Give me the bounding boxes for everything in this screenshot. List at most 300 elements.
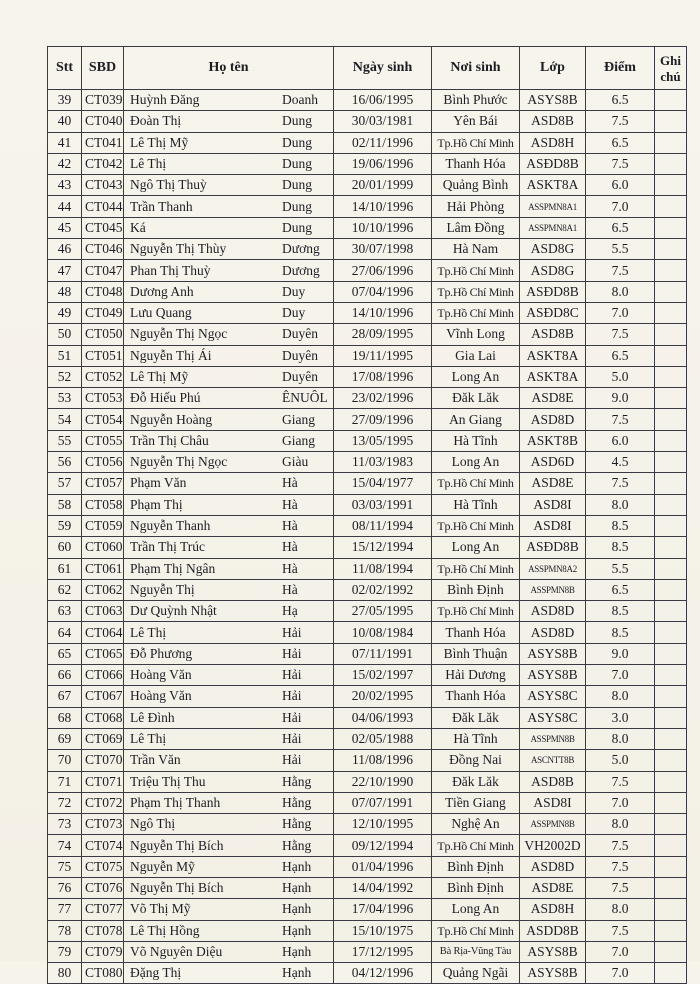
cell-ho-ten (124, 579, 334, 600)
cell-ho: Lê Thị Hồng (130, 922, 200, 938)
cell-diem: 4.5 (586, 452, 655, 473)
cell-ho: Đỗ Phương (130, 645, 193, 661)
cell-ho: Trần Thị Trúc (130, 539, 206, 555)
cell-sbd: CT071 (82, 771, 124, 792)
cell-ghi-chu (655, 132, 687, 153)
cell-sbd: CT059 (82, 515, 124, 536)
cell-noi-sinh: Vĩnh Long (432, 324, 520, 345)
cell-lop: ASSPMN8A1 (520, 217, 586, 238)
cell-ngay-sinh: 15/10/1975 (334, 920, 432, 941)
cell-stt: 78 (48, 920, 82, 941)
cell-ghi-chu (655, 239, 687, 260)
cell-lop: ASYS8C (520, 707, 586, 728)
cell-ngay-sinh: 19/11/1995 (334, 345, 432, 366)
cell-stt: 46 (48, 239, 82, 260)
cell-ngay-sinh: 15/04/1977 (334, 473, 432, 494)
cell-diem: 7.5 (586, 771, 655, 792)
cell-ghi-chu (655, 515, 687, 536)
cell-ghi-chu (655, 90, 687, 111)
table-row (48, 175, 687, 196)
cell-ngay-sinh: 17/08/1996 (334, 366, 432, 387)
cell-diem: 7.5 (586, 877, 655, 898)
cell-sbd: CT040 (82, 111, 124, 132)
table-row (48, 281, 687, 302)
cell-stt: 50 (48, 324, 82, 345)
cell-lop: ASD8B (520, 771, 586, 792)
cell-noi-sinh: Tp.Hồ Chí Minh (432, 260, 520, 281)
cell-ghi-chu (655, 452, 687, 473)
table-row (48, 771, 687, 792)
cell-lop: ASD8I (520, 515, 586, 536)
table-row (48, 622, 687, 643)
cell-lop: ASĐD8B (520, 153, 586, 174)
header-noi-sinh: Nơi sinh (432, 47, 520, 90)
cell-stt: 40 (48, 111, 82, 132)
cell-ghi-chu (655, 601, 687, 622)
cell-ghi-chu (655, 175, 687, 196)
cell-ngay-sinh: 28/09/1995 (334, 324, 432, 345)
cell-ngay-sinh: 04/06/1993 (334, 707, 432, 728)
cell-ghi-chu (655, 281, 687, 302)
cell-ngay-sinh: 30/07/1998 (334, 239, 432, 260)
table-row (48, 941, 687, 962)
cell-sbd: CT073 (82, 814, 124, 835)
cell-ho: Nguyễn Thị Ngọc (130, 454, 228, 470)
cell-ten: Hải (282, 731, 302, 747)
cell-ho: Hoàng Văn (130, 667, 192, 683)
cell-diem: 7.0 (586, 665, 655, 686)
cell-ngay-sinh: 30/03/1981 (334, 111, 432, 132)
cell-sbd: CT074 (82, 835, 124, 856)
cell-noi-sinh: Yên Bái (432, 111, 520, 132)
header-ho-ten: Họ tên (124, 47, 334, 90)
table-row (48, 452, 687, 473)
cell-lop: ASD8G (520, 239, 586, 260)
cell-ten: Hải (282, 688, 302, 704)
cell-ghi-chu (655, 196, 687, 217)
cell-sbd: CT080 (82, 963, 124, 984)
cell-diem: 7.0 (586, 196, 655, 217)
cell-ho-ten (124, 835, 334, 856)
cell-sbd: CT063 (82, 601, 124, 622)
table-row (48, 217, 687, 238)
cell-ghi-chu (655, 835, 687, 856)
table-row (48, 494, 687, 515)
cell-noi-sinh: Long An (432, 537, 520, 558)
cell-ngay-sinh: 14/10/1996 (334, 196, 432, 217)
cell-stt: 62 (48, 579, 82, 600)
cell-lop: ASD8B (520, 324, 586, 345)
cell-lop: ASKT8A (520, 345, 586, 366)
cell-stt: 76 (48, 877, 82, 898)
cell-noi-sinh: Tp.Hồ Chí Minh (432, 601, 520, 622)
cell-diem: 7.5 (586, 153, 655, 174)
cell-stt: 70 (48, 750, 82, 771)
cell-stt: 77 (48, 899, 82, 920)
cell-noi-sinh: Hà Nam (432, 239, 520, 260)
cell-ghi-chu (655, 430, 687, 451)
cell-ngay-sinh: 27/09/1996 (334, 409, 432, 430)
cell-diem: 8.0 (586, 494, 655, 515)
table-row (48, 302, 687, 323)
cell-ngay-sinh: 27/05/1995 (334, 601, 432, 622)
cell-lop: ASDD8B (520, 920, 586, 941)
cell-sbd: CT061 (82, 558, 124, 579)
table-row (48, 643, 687, 664)
cell-ho: Hoàng Văn (130, 688, 192, 704)
cell-stt: 48 (48, 281, 82, 302)
cell-ho: Lê Thị Mỹ (130, 134, 189, 150)
cell-ten: Doanh (282, 92, 318, 108)
cell-stt: 45 (48, 217, 82, 238)
cell-lop: ASSPMN8A1 (520, 196, 586, 217)
header-sbd: SBD (82, 47, 124, 90)
cell-diem: 7.5 (586, 324, 655, 345)
exam-results-table (47, 46, 687, 984)
cell-stt: 73 (48, 814, 82, 835)
cell-ho-ten (124, 175, 334, 196)
cell-noi-sinh: Bà Rịa-Vũng Tàu (432, 941, 520, 962)
cell-ngay-sinh: 15/02/1997 (334, 665, 432, 686)
cell-ho: Nguyễn Thị Thùy (130, 241, 227, 257)
cell-ten: ÊNUÔL (282, 390, 328, 406)
cell-ho: Đỗ Hiếu Phú (130, 390, 201, 406)
header-ghi-chu: Ghi chú (655, 47, 687, 90)
cell-ngay-sinh: 19/06/1996 (334, 153, 432, 174)
cell-diem: 7.0 (586, 941, 655, 962)
cell-sbd: CT057 (82, 473, 124, 494)
table-row (48, 686, 687, 707)
table-row (48, 728, 687, 749)
cell-lop: ASĐD8B (520, 281, 586, 302)
cell-noi-sinh: Bình Định (432, 877, 520, 898)
cell-noi-sinh: Bình Phước (432, 90, 520, 111)
table-row (48, 515, 687, 536)
cell-sbd: CT055 (82, 430, 124, 451)
cell-ho-ten (124, 856, 334, 877)
cell-noi-sinh: Long An (432, 366, 520, 387)
cell-ho: Nguyễn Thị Bích (130, 837, 224, 853)
cell-ngay-sinh: 14/10/1996 (334, 302, 432, 323)
cell-diem: 6.0 (586, 430, 655, 451)
cell-ho: Đặng Thị (130, 965, 182, 981)
cell-sbd: CT078 (82, 920, 124, 941)
cell-sbd: CT044 (82, 196, 124, 217)
cell-sbd: CT070 (82, 750, 124, 771)
cell-ten: Dung (282, 198, 312, 214)
cell-ten: Hải (282, 667, 302, 683)
cell-sbd: CT076 (82, 877, 124, 898)
cell-ho: Lê Thị (130, 156, 167, 172)
header-lop: Lớp (520, 47, 586, 90)
table-row (48, 473, 687, 494)
cell-stt: 61 (48, 558, 82, 579)
cell-noi-sinh: Hà Tĩnh (432, 430, 520, 451)
cell-ho-ten (124, 345, 334, 366)
cell-ho: Nguyễn Thị Bích (130, 880, 224, 896)
cell-ghi-chu (655, 537, 687, 558)
cell-stt: 39 (48, 90, 82, 111)
cell-ho-ten (124, 686, 334, 707)
cell-ho-ten (124, 728, 334, 749)
cell-lop: ASD8I (520, 494, 586, 515)
cell-stt: 43 (48, 175, 82, 196)
cell-diem: 5.0 (586, 366, 655, 387)
cell-ten: Hà (282, 475, 298, 491)
cell-ghi-chu (655, 302, 687, 323)
cell-stt: 52 (48, 366, 82, 387)
cell-ten: Hạnh (282, 965, 312, 981)
cell-ho: Lê Thị (130, 731, 167, 747)
cell-ho-ten (124, 324, 334, 345)
cell-ho: Phạm Thị Ngân (130, 560, 216, 576)
cell-stt: 68 (48, 707, 82, 728)
cell-ho: Trần Văn (130, 752, 181, 768)
cell-sbd: CT079 (82, 941, 124, 962)
cell-ho: Nguyễn Thị (130, 581, 195, 597)
cell-ho: Đoàn Thị (130, 113, 182, 129)
cell-diem: 6.5 (586, 132, 655, 153)
cell-diem: 6.5 (586, 217, 655, 238)
cell-ngay-sinh: 17/04/1996 (334, 899, 432, 920)
cell-lop: ASĐD8C (520, 302, 586, 323)
cell-ngay-sinh: 09/12/1994 (334, 835, 432, 856)
cell-ghi-chu (655, 963, 687, 984)
cell-sbd: CT048 (82, 281, 124, 302)
cell-ngay-sinh: 12/10/1995 (334, 814, 432, 835)
cell-ho-ten (124, 473, 334, 494)
cell-ten: Dung (282, 177, 312, 193)
table-row (48, 196, 687, 217)
cell-ghi-chu (655, 409, 687, 430)
cell-stt: 67 (48, 686, 82, 707)
cell-sbd: CT062 (82, 579, 124, 600)
cell-ghi-chu (655, 217, 687, 238)
cell-ghi-chu (655, 473, 687, 494)
cell-ho: Ngô Thị (130, 816, 176, 832)
cell-ho: Dư Quỳnh Nhật (130, 603, 217, 619)
cell-ten: Duyên (282, 347, 318, 363)
cell-noi-sinh: Bình Định (432, 579, 520, 600)
cell-lop: ASKT8A (520, 175, 586, 196)
cell-ho: Huỳnh Đăng (130, 92, 200, 108)
cell-ho: Phan Thị Thuỳ (130, 262, 211, 278)
cell-stt: 47 (48, 260, 82, 281)
cell-ngay-sinh: 02/11/1996 (334, 132, 432, 153)
cell-noi-sinh: Lâm Đồng (432, 217, 520, 238)
table-row (48, 856, 687, 877)
cell-ngay-sinh: 14/04/1992 (334, 877, 432, 898)
cell-noi-sinh: Hà Tĩnh (432, 728, 520, 749)
cell-ngay-sinh: 03/03/1991 (334, 494, 432, 515)
cell-ngay-sinh: 20/02/1995 (334, 686, 432, 707)
cell-ho: Trần Thanh (130, 198, 193, 214)
cell-lop: ASYS8C (520, 686, 586, 707)
cell-ngay-sinh: 11/08/1994 (334, 558, 432, 579)
cell-ten: Hằng (282, 837, 312, 853)
cell-ten: Duy (282, 283, 306, 299)
cell-ghi-chu (655, 260, 687, 281)
cell-ghi-chu (655, 579, 687, 600)
header-ngay-sinh: Ngày sinh (334, 47, 432, 90)
cell-lop: ASSPMN8B (520, 814, 586, 835)
cell-diem: 8.5 (586, 601, 655, 622)
table-row (48, 430, 687, 451)
cell-ghi-chu (655, 324, 687, 345)
cell-noi-sinh: Bình Thuận (432, 643, 520, 664)
cell-sbd: CT052 (82, 366, 124, 387)
cell-sbd: CT058 (82, 494, 124, 515)
cell-ten: Hạnh (282, 944, 312, 960)
cell-diem: 8.0 (586, 686, 655, 707)
cell-stt: 63 (48, 601, 82, 622)
cell-ten: Dương (282, 262, 320, 278)
cell-sbd: CT077 (82, 899, 124, 920)
cell-diem: 7.5 (586, 111, 655, 132)
cell-noi-sinh: Tiền Giang (432, 792, 520, 813)
cell-ho-ten (124, 132, 334, 153)
cell-noi-sinh: Thanh Hóa (432, 686, 520, 707)
cell-diem: 8.0 (586, 728, 655, 749)
cell-ho-ten (124, 281, 334, 302)
table-row (48, 324, 687, 345)
cell-ho: Nguyễn Thanh (130, 518, 211, 534)
cell-lop: ASD6D (520, 452, 586, 473)
cell-noi-sinh: Gia Lai (432, 345, 520, 366)
cell-ho: Lưu Quang (130, 305, 192, 321)
cell-diem: 9.0 (586, 388, 655, 409)
cell-ho-ten (124, 792, 334, 813)
table-row (48, 814, 687, 835)
cell-lop: VH2002D (520, 835, 586, 856)
cell-stt: 69 (48, 728, 82, 749)
cell-ten: Hà (282, 496, 298, 512)
cell-ngay-sinh: 07/07/1991 (334, 792, 432, 813)
cell-diem: 5.0 (586, 750, 655, 771)
cell-ghi-chu (655, 771, 687, 792)
cell-ho: Lê Đình (130, 709, 175, 725)
cell-sbd: CT064 (82, 622, 124, 643)
cell-ho-ten (124, 601, 334, 622)
cell-lop: ASD8H (520, 899, 586, 920)
cell-lop: ASCNTT8B (520, 750, 586, 771)
cell-ho-ten (124, 111, 334, 132)
cell-stt: 44 (48, 196, 82, 217)
cell-sbd: CT041 (82, 132, 124, 153)
cell-diem: 9.0 (586, 643, 655, 664)
table-row (48, 792, 687, 813)
cell-ten: Hạnh (282, 922, 312, 938)
cell-diem: 8.0 (586, 814, 655, 835)
cell-ngay-sinh: 01/04/1996 (334, 856, 432, 877)
cell-diem: 7.5 (586, 473, 655, 494)
cell-noi-sinh: Tp.Hồ Chí Minh (432, 835, 520, 856)
cell-lop: ASYS8B (520, 941, 586, 962)
cell-ho: Võ Thị Mỹ (130, 901, 191, 917)
cell-ho-ten (124, 494, 334, 515)
cell-stt: 74 (48, 835, 82, 856)
cell-sbd: CT051 (82, 345, 124, 366)
cell-ten: Duy (282, 305, 306, 321)
cell-diem: 6.5 (586, 579, 655, 600)
cell-ghi-chu (655, 665, 687, 686)
table-row (48, 920, 687, 941)
cell-ngay-sinh: 20/01/1999 (334, 175, 432, 196)
cell-ho: Lê Thị Mỹ (130, 369, 189, 384)
cell-ho-ten (124, 622, 334, 643)
cell-lop: ASSPMN8B (520, 579, 586, 600)
cell-sbd: CT072 (82, 792, 124, 813)
table-row (48, 260, 687, 281)
cell-noi-sinh: Tp.Hồ Chí Minh (432, 132, 520, 153)
cell-diem: 7.5 (586, 835, 655, 856)
cell-lop: ASYS8B (520, 643, 586, 664)
cell-diem: 3.0 (586, 707, 655, 728)
cell-lop: ASD8H (520, 132, 586, 153)
cell-ngay-sinh: 13/05/1995 (334, 430, 432, 451)
table-row (48, 153, 687, 174)
cell-noi-sinh: Thanh Hóa (432, 622, 520, 643)
cell-sbd: CT069 (82, 728, 124, 749)
cell-ho: Nguyễn Mỹ (130, 858, 195, 874)
cell-noi-sinh: Hà Tĩnh (432, 494, 520, 515)
cell-ten: Hạnh (282, 858, 312, 874)
cell-ho: Trần Thị Châu (130, 432, 209, 448)
cell-ngay-sinh: 07/11/1991 (334, 643, 432, 664)
cell-lop: ASĐD8B (520, 537, 586, 558)
cell-ho-ten (124, 877, 334, 898)
cell-ho-ten (124, 643, 334, 664)
cell-ten: Hạnh (282, 901, 312, 917)
cell-ho-ten (124, 920, 334, 941)
cell-ho-ten (124, 388, 334, 409)
table-row (48, 537, 687, 558)
cell-ghi-chu (655, 750, 687, 771)
cell-noi-sinh: Tp.Hồ Chí Minh (432, 920, 520, 941)
table-header-row (48, 47, 687, 90)
cell-sbd: CT047 (82, 260, 124, 281)
cell-diem: 8.5 (586, 622, 655, 643)
cell-stt: 55 (48, 430, 82, 451)
cell-stt: 59 (48, 515, 82, 536)
cell-noi-sinh: Quảng Ngãi (432, 963, 520, 984)
cell-ten: Duyên (282, 326, 318, 342)
cell-ho-ten (124, 366, 334, 387)
cell-lop: ASD8D (520, 601, 586, 622)
cell-ho-ten (124, 963, 334, 984)
cell-diem: 6.5 (586, 90, 655, 111)
cell-ten: Dung (282, 134, 312, 150)
cell-ho-ten (124, 750, 334, 771)
cell-ho-ten (124, 941, 334, 962)
cell-stt: 56 (48, 452, 82, 473)
cell-diem: 7.5 (586, 856, 655, 877)
cell-ho: Ngô Thị Thuỳ (130, 177, 207, 193)
table-row (48, 750, 687, 771)
cell-ghi-chu (655, 920, 687, 941)
cell-diem: 8.5 (586, 515, 655, 536)
cell-lop: ASSPMN8A2 (520, 558, 586, 579)
cell-stt: 72 (48, 792, 82, 813)
cell-noi-sinh: Hải Dương (432, 665, 520, 686)
cell-lop: ASD8E (520, 388, 586, 409)
cell-ho-ten (124, 260, 334, 281)
cell-diem: 7.0 (586, 302, 655, 323)
cell-ho-ten (124, 153, 334, 174)
cell-noi-sinh: Đồng Nai (432, 750, 520, 771)
cell-ghi-chu (655, 814, 687, 835)
cell-ho: Phạm Thị (130, 496, 183, 512)
